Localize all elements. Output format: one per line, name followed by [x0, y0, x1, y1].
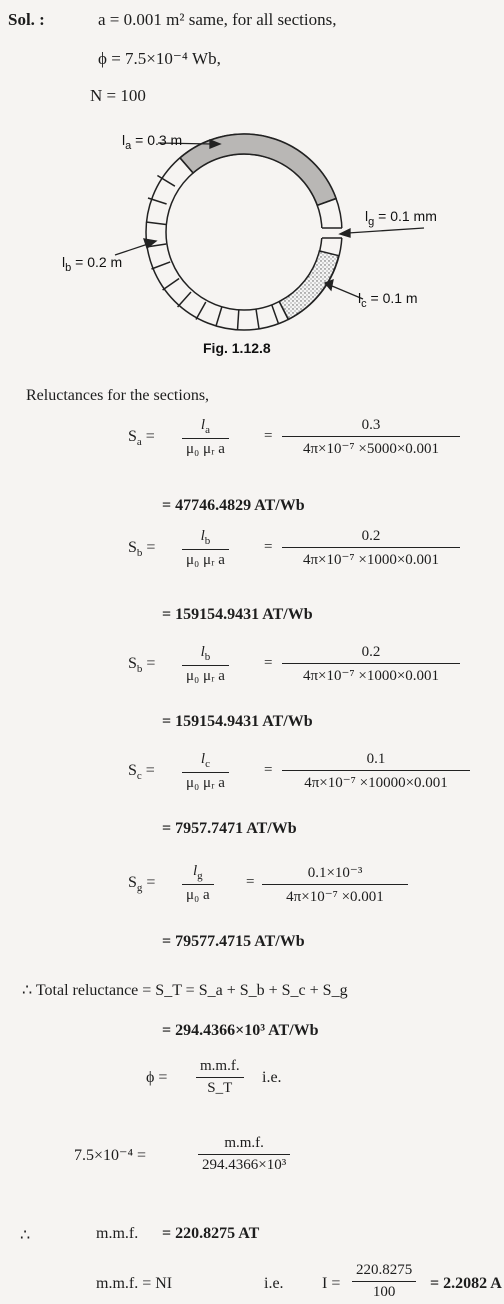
sc-result: = 7957.7471 AT/Wb: [162, 820, 297, 837]
phi-value-lhs: 7.5×10⁻⁴ =: [74, 1147, 147, 1164]
label-lc: $l_c = 0.1$ m: [358, 290, 418, 310]
phi-ie: i.e.: [262, 1069, 282, 1086]
sb2-result: = 159154.9431 AT/Wb: [162, 713, 313, 730]
label-la: $l_a = 0.3$ m: [122, 132, 183, 152]
current-fraction: 220.8275 100: [352, 1262, 416, 1301]
mmf-lhs: m.m.f.: [96, 1225, 139, 1242]
sc-numeric-fraction: 0.1 4π×10⁻⁷ ×10000×0.001: [282, 751, 470, 792]
sb1-symbolic-fraction: $l_b$ μ₀ μᵣ a: [182, 528, 229, 569]
phi-value-fraction: m.m.f. 294.4366×10³: [198, 1135, 290, 1174]
sg-numeric-fraction: 0.1×10⁻³ 4π×10⁻⁷ ×0.001: [262, 863, 408, 906]
sb1-result: = 159154.9431 AT/Wb: [162, 606, 313, 623]
sa-result: = 47746.4829 AT/Wb: [162, 497, 305, 514]
given-flux: ϕ = 7.5×10⁻⁴ Wb,: [98, 49, 221, 68]
solution-label: Sol. :: [8, 10, 45, 29]
sa-lhs: $S_a$ =: [128, 428, 155, 449]
figure-caption: Fig. 1.12.8: [203, 340, 271, 356]
sg-lhs: $S_g$ =: [128, 874, 156, 895]
sg-eq2: =: [246, 874, 255, 890]
sb2-eq2: =: [264, 655, 273, 671]
therefore-symbol: ∴: [20, 1227, 31, 1244]
total-reluctance-line: ∴ Total reluctance = S_T = S_a + S_b + S_c + S_g: [22, 982, 348, 999]
current-lhs: m.m.f. = NI: [96, 1275, 173, 1292]
phi-fraction: m.m.f. S_T: [196, 1058, 244, 1097]
sc-lhs: $S_c$ =: [128, 762, 155, 783]
total-result: = 294.4366×10³ AT/Wb: [162, 1022, 319, 1039]
sa-eq2: =: [264, 428, 273, 444]
label-lb: $l_b = 0.2$ m: [62, 254, 123, 274]
sb2-lhs: $S_b$ =: [128, 655, 156, 676]
air-gap: [314, 228, 344, 238]
sc-eq2: =: [264, 762, 273, 778]
sa-numeric-fraction: 0.3 4π×10⁻⁷ ×5000×0.001: [282, 417, 460, 458]
given-turns: N = 100: [90, 86, 146, 105]
sb1-numeric-fraction: 0.2 4π×10⁻⁷ ×1000×0.001: [282, 528, 460, 569]
mmf-result: = 220.8275 AT: [162, 1225, 260, 1242]
sg-symbolic-fraction: $l_g$ μ₀ a: [182, 863, 214, 904]
sa-symbolic-fraction: $l_a$ μ₀ μᵣ a: [182, 417, 229, 458]
sb1-eq2: =: [264, 539, 273, 555]
given-area: a = 0.001 m² same, for all sections,: [98, 10, 337, 29]
sb1-lhs: $S_b$ =: [128, 539, 156, 560]
current-result: = 2.2082 A: [430, 1275, 502, 1292]
sc-symbolic-fraction: $l_c$ μ₀ μᵣ a: [182, 751, 229, 792]
sb2-symbolic-fraction: $l_b$ μ₀ μᵣ a: [182, 644, 229, 685]
reluctances-intro: Reluctances for the sections,: [26, 387, 210, 404]
sg-result: = 79577.4715 AT/Wb: [162, 933, 305, 950]
label-lg: $l_g = 0.1$ mm: [365, 208, 437, 228]
ring-diagram: [20, 104, 490, 364]
phi-lhs: ϕ =: [146, 1069, 168, 1086]
sb2-numeric-fraction: 0.2 4π×10⁻⁷ ×1000×0.001: [282, 644, 460, 685]
current-I: I =: [322, 1275, 341, 1292]
magnetic-ring-figure: [20, 104, 490, 364]
current-ie: i.e.: [264, 1275, 284, 1292]
